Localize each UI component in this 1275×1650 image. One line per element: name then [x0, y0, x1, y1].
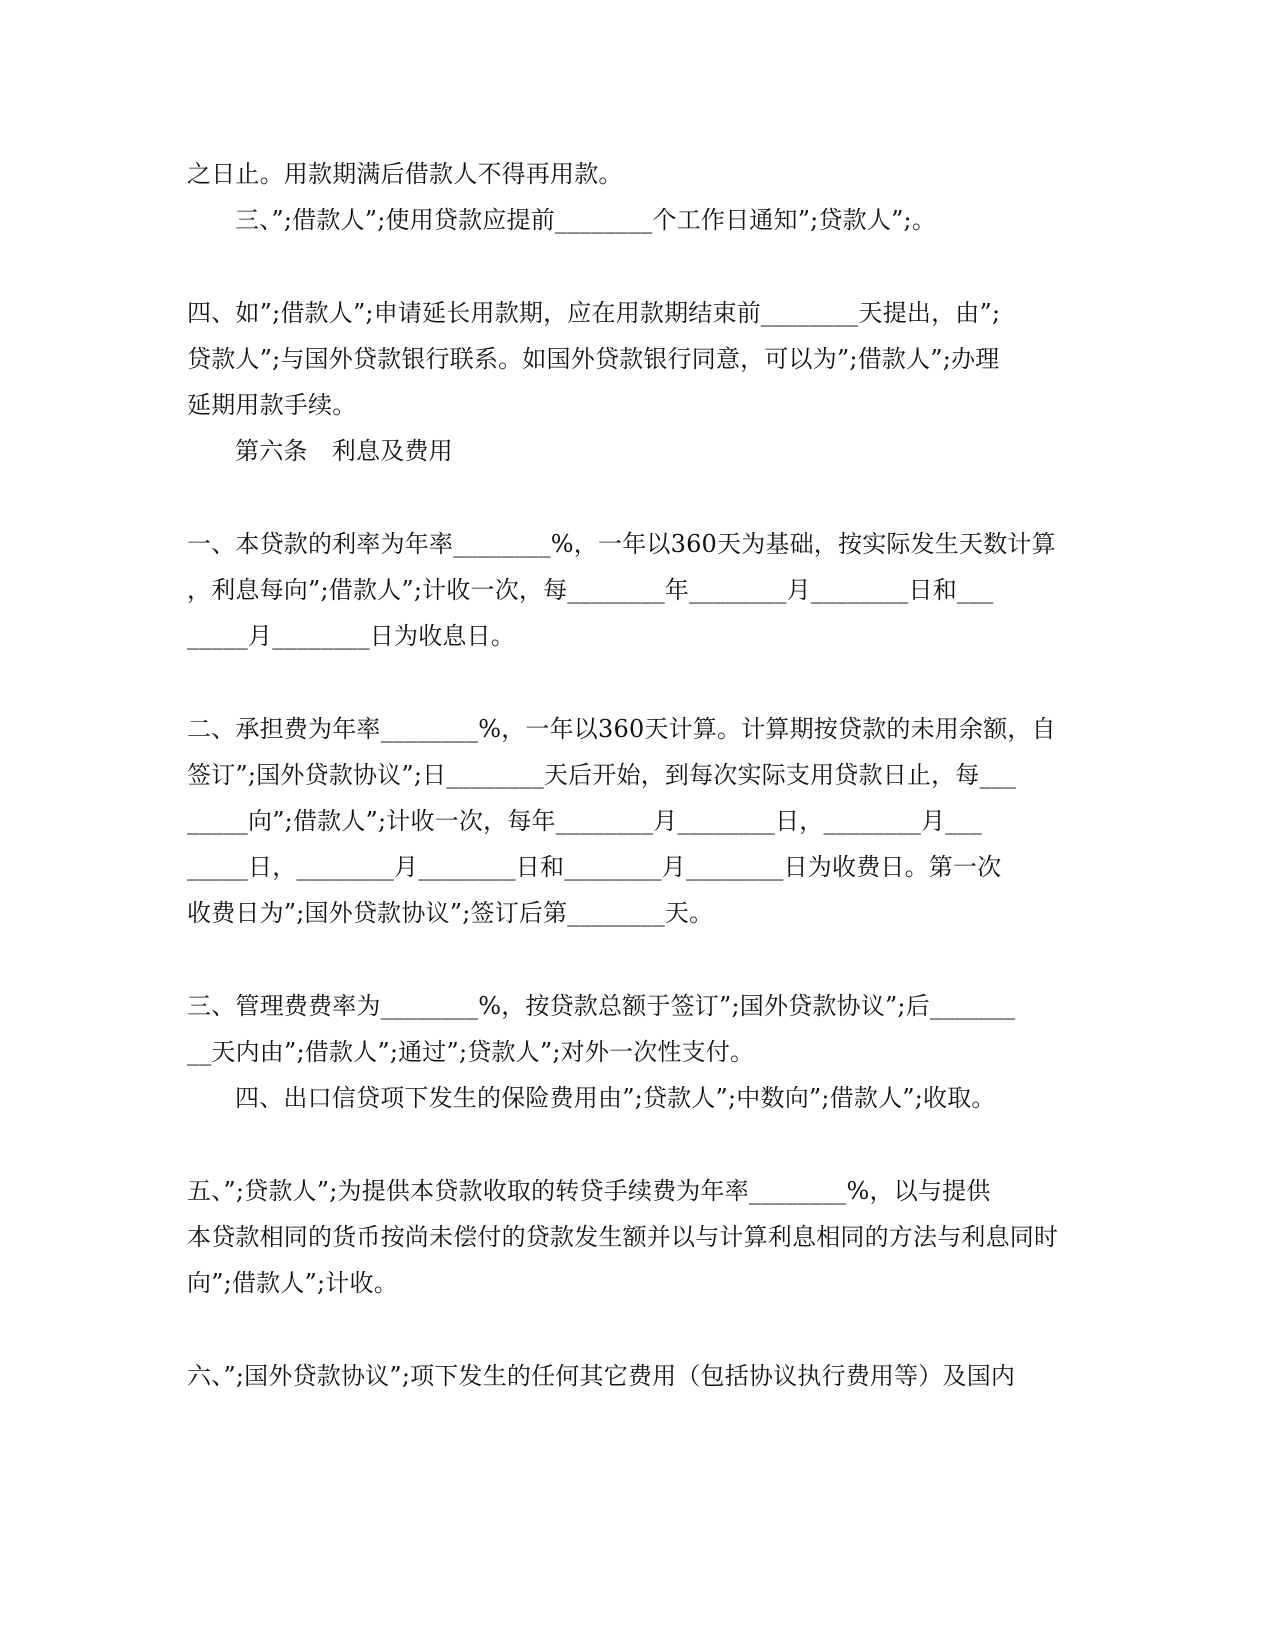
- text-line: 三、”;借款人”;使用贷款应提前________个工作日通知”;贷款人”;。: [235, 206, 937, 234]
- text-line: 四、如”;借款人”;申请延长用款期，应在用款期结束前________天提出，由”;: [187, 299, 1001, 327]
- text-line: 签订”;国外贷款协议”;日________天后开始，到每次实际支用贷款日止，每___: [187, 761, 1017, 789]
- text-line: 收费日为”;国外贷款协议”;签订后第________天。: [187, 899, 714, 927]
- text-line: 本贷款相同的货币按尚未偿付的贷款发生额并以与计算利息相同的方法与利息同时: [187, 1223, 1059, 1251]
- text-line: __天内由”;借款人”;通过”;贷款人”;对外一次性支付。: [187, 1038, 755, 1066]
- text-line: 一、本贷款的利率为年率________%，一年以360天为基础，按实际发生天数计算: [187, 530, 1056, 558]
- text-line: _____日，________月________日和________月________日为收费日。第一次: [187, 853, 1002, 881]
- text-line: ，利息每向”;借款人”;计收一次，每________年________月________日和___: [187, 576, 994, 604]
- text-line: _____向”;借款人”;计收一次，每年________月________日，________月___: [187, 807, 982, 835]
- text-line: 向”;借款人”;计收。: [187, 1269, 398, 1297]
- text-line: 二、承担费为年率________%，一年以360天计算。计算期按贷款的未用余额，自: [187, 715, 1056, 743]
- section-heading: 第六条 利息及费用: [235, 437, 453, 465]
- text-line: 四、出口信贷项下发生的保险费用由”;贷款人”;中数向”;借款人”;收取。: [235, 1084, 996, 1112]
- text-line: _____月________日为收息日。: [187, 622, 515, 650]
- text-line: 延期用款手续。: [187, 391, 357, 419]
- text-line: 贷款人”;与国外贷款银行联系。如国外贷款银行同意，可以为”;借款人”;办理: [187, 345, 1000, 373]
- text-line: 三、管理费费率为________%，按贷款总额于签订”;国外贷款协议”;后_______: [187, 992, 1016, 1020]
- text-line: 五、”;贷款人”;为提供本贷款收取的转贷手续费为年率________%，以与提供: [187, 1177, 991, 1205]
- text-line: 之日止。用款期满后借款人不得再用款。: [187, 160, 623, 188]
- text-line: 六、”;国外贷款协议”;项下发生的任何其它费用（包括协议执行费用等）及国内: [187, 1362, 1016, 1390]
